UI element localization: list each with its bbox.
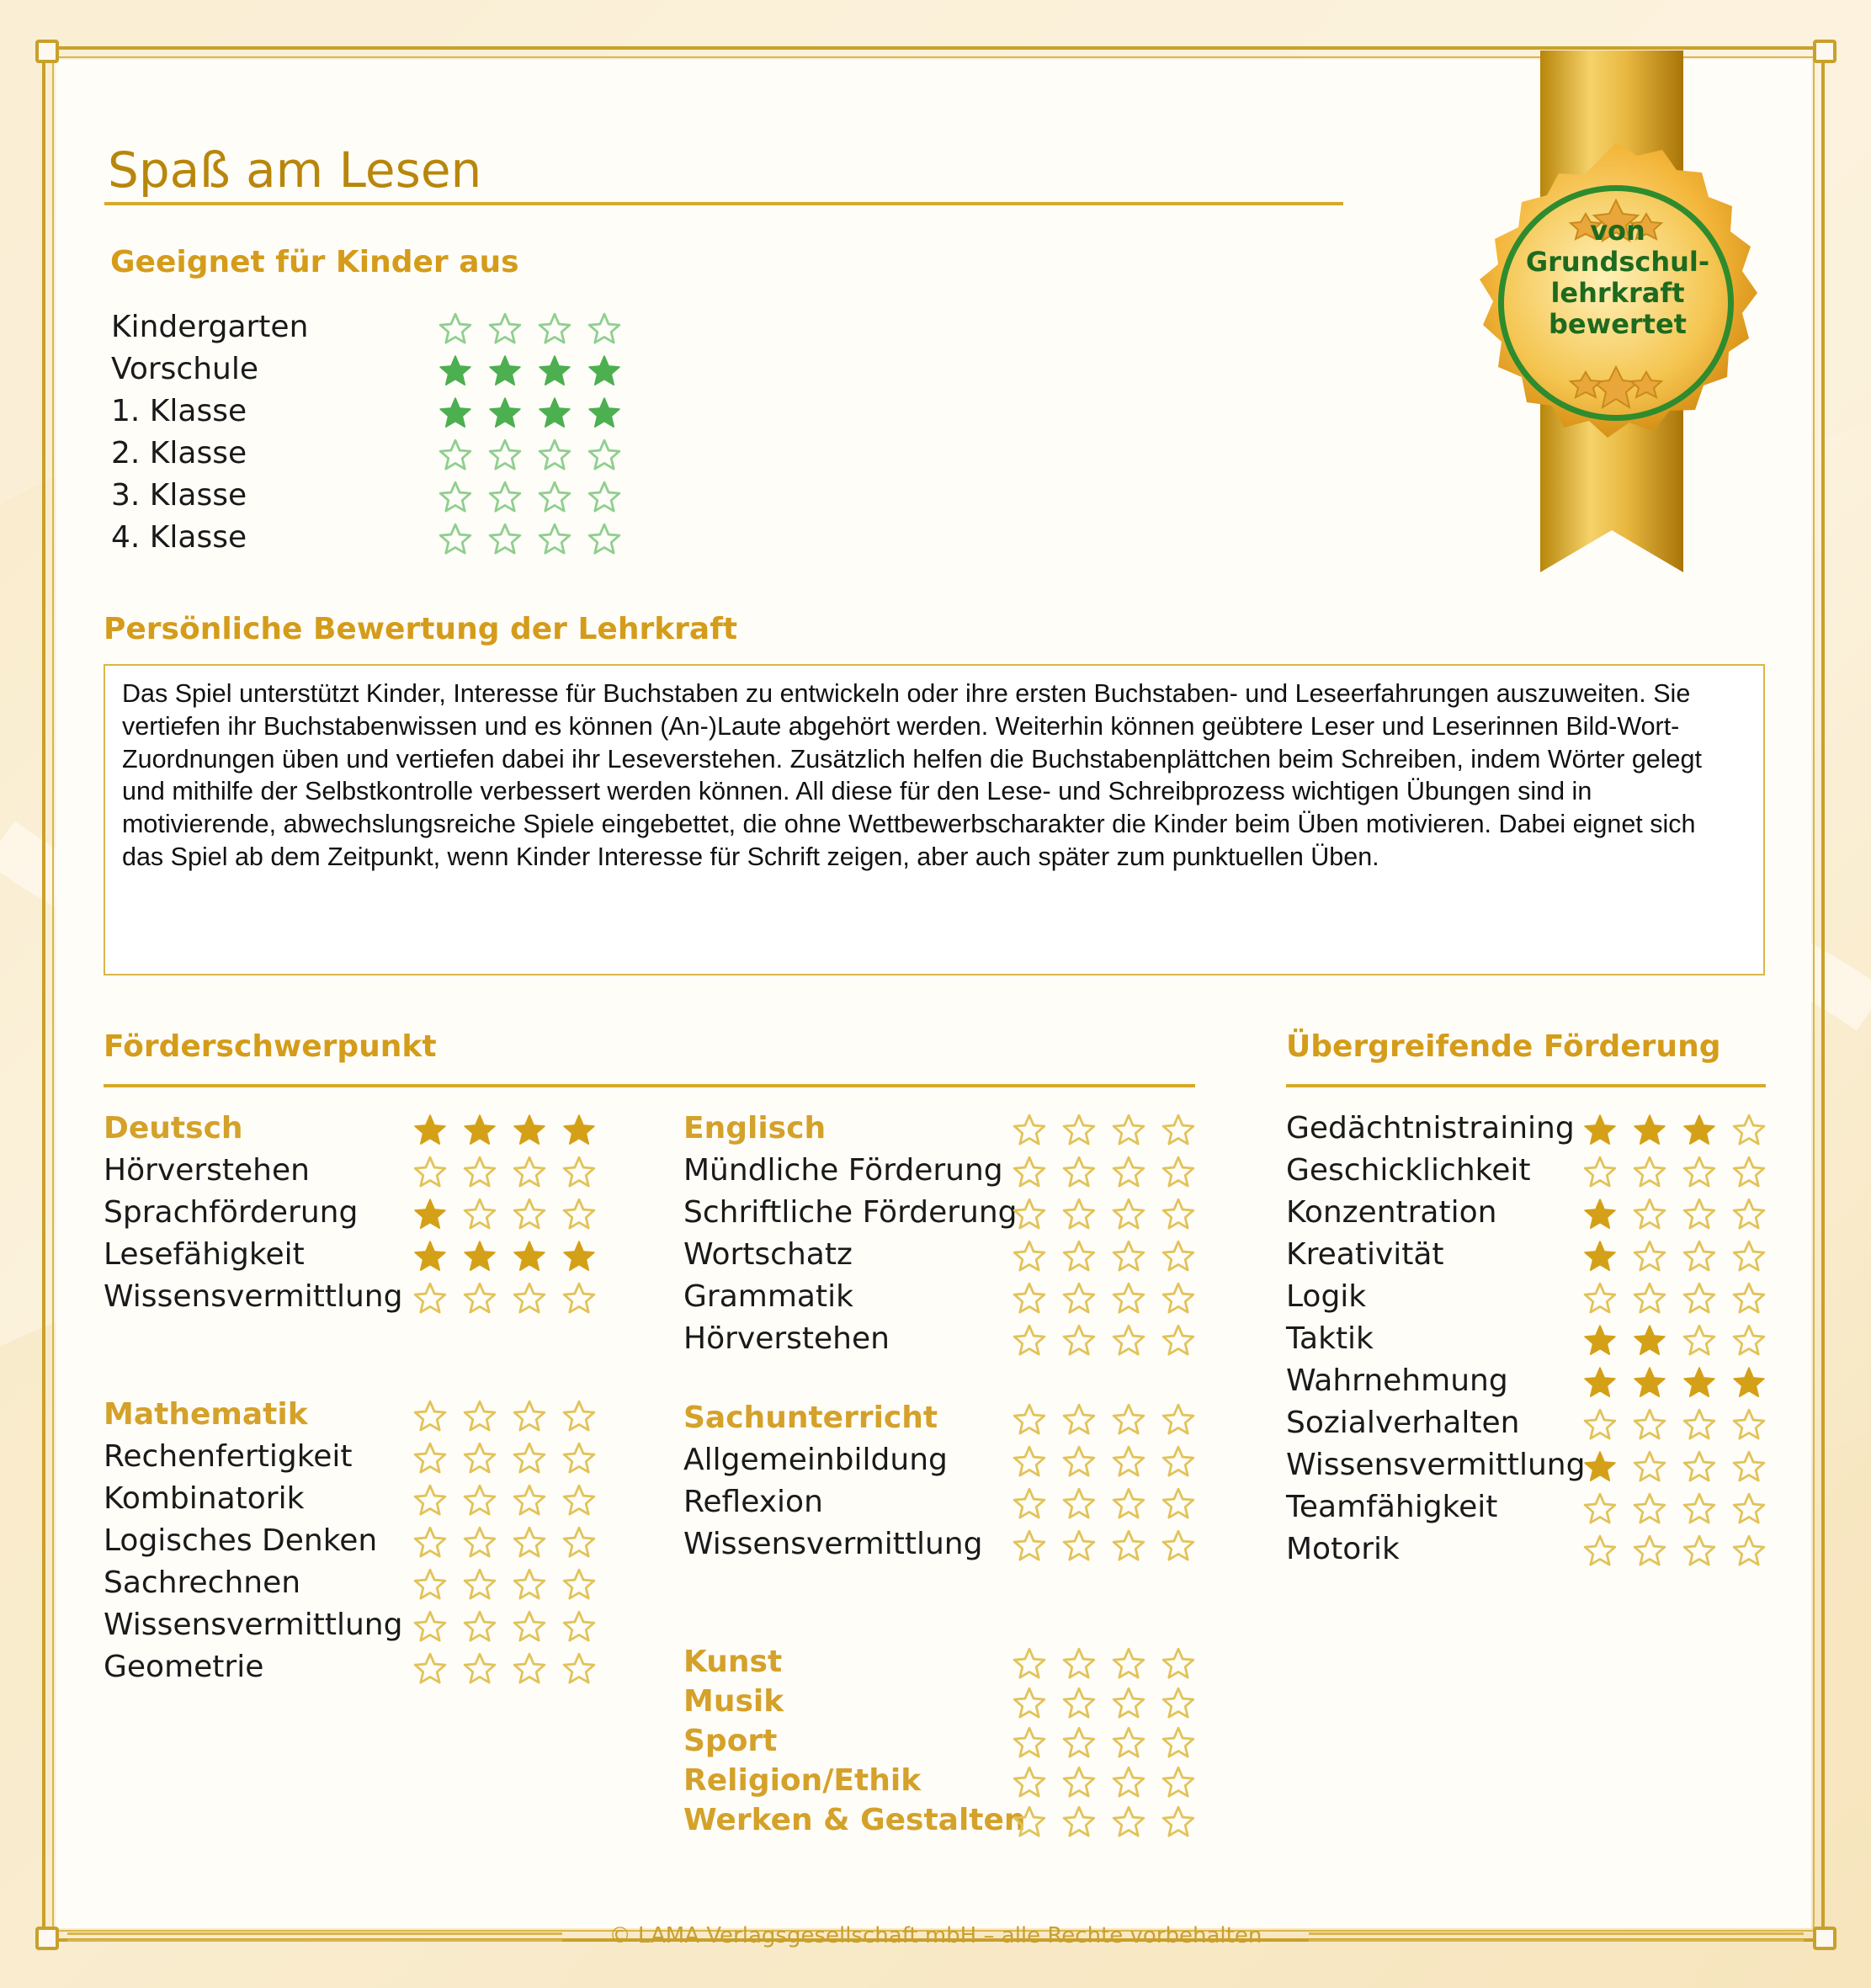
star-rating: [1582, 1491, 1781, 1527]
star-empty-icon: [1682, 1197, 1717, 1232]
star-empty-icon: [1731, 1491, 1767, 1527]
star-empty-icon: [512, 1441, 547, 1476]
star-rating: [438, 480, 636, 515]
star-rating: [412, 1441, 611, 1476]
star-empty-icon: [1161, 1444, 1196, 1480]
star-empty-icon: [587, 438, 622, 473]
star-empty-icon: [537, 438, 572, 473]
star-empty-icon: [1682, 1491, 1717, 1527]
star-empty-icon: [512, 1525, 547, 1560]
star-empty-icon: [1682, 1407, 1717, 1443]
copyright-footer: © LAMA Verlagsgesellschaft mbH – alle Rechte vorbehalten: [609, 1923, 1262, 1948]
star-empty-icon: [1632, 1407, 1667, 1443]
category-label: Religion/Ethik: [683, 1763, 922, 1798]
star-empty-icon: [1582, 1534, 1618, 1569]
rating-label: Logisches Denken: [104, 1523, 378, 1558]
star-filled-icon: [512, 1113, 547, 1148]
star-empty-icon: [1061, 1765, 1097, 1800]
star-empty-icon: [1161, 1646, 1196, 1682]
star-empty-icon: [1061, 1197, 1097, 1232]
star-empty-icon: [1682, 1281, 1717, 1316]
star-empty-icon: [561, 1155, 597, 1190]
rating-label: Wortschatz: [683, 1237, 853, 1272]
star-filled-icon: [1682, 1113, 1717, 1148]
rating-label: Sozialverhalten: [1286, 1406, 1520, 1440]
star-filled-icon: [587, 396, 622, 431]
star-empty-icon: [1012, 1765, 1047, 1800]
rating-label: 1. Klasse: [111, 394, 247, 428]
star-empty-icon: [1731, 1113, 1767, 1148]
review-text: Das Spiel unterstützt Kinder, Interesse für Buchstaben zu entwickeln oder ihre ersten Buchstaben- und Leseerfahrungen auszuweiten. Sie vertiefen ihr Buchstabenwissen und es können (An-)Laute abgehört werden. Weiterhin können geübtere Leser und Leserinnen Bild-Wort-Zuordnungen üben und vertiefen dabei ihr Leseverstehen. Zusätzlich helfen die Buchstabenplättchen beim Schreiben, indem Wörter gelegt und mithilfe der Selbstkontrolle verbessert werden können. All diese für den Lese- und Schreibprozess wichtigen Übungen sind in motivierende, abwechslungsreiche Spiele eingebettet, die ohne Wettbewerbscharakter die Kinder beim Üben motivieren. Dabei eignet sich das Spiel ab dem Zeitpunkt, wenn Kinder Interesse für Schrift zeigen, aber auch später zum punktuellen Üben.: [122, 679, 1702, 871]
star-rating: [412, 1525, 611, 1560]
star-empty-icon: [438, 311, 473, 347]
star-empty-icon: [537, 522, 572, 557]
star-filled-icon: [1632, 1365, 1667, 1401]
rating-label: Hörverstehen: [683, 1321, 890, 1356]
star-filled-icon: [1582, 1113, 1618, 1148]
star-rating: [412, 1567, 611, 1603]
star-empty-icon: [1731, 1407, 1767, 1443]
star-rating: [1582, 1534, 1781, 1569]
star-empty-icon: [537, 311, 572, 347]
star-empty-icon: [1682, 1323, 1717, 1358]
star-empty-icon: [462, 1567, 497, 1603]
category-label: Deutsch: [104, 1111, 243, 1145]
star-empty-icon: [512, 1197, 547, 1232]
category-label: Sport: [683, 1724, 778, 1758]
star-empty-icon: [1731, 1155, 1767, 1190]
star-empty-icon: [1582, 1407, 1618, 1443]
rating-label: Wissensvermittlung: [1286, 1448, 1586, 1482]
rating-label: Rechenfertigkeit: [104, 1439, 353, 1474]
star-rating: [412, 1399, 611, 1434]
star-filled-icon: [537, 353, 572, 389]
star-empty-icon: [561, 1525, 597, 1560]
star-empty-icon: [487, 438, 523, 473]
star-filled-icon: [1682, 1365, 1717, 1401]
star-empty-icon: [412, 1281, 448, 1316]
star-empty-icon: [1012, 1323, 1047, 1358]
rating-label: Wissensvermittlung: [104, 1279, 403, 1314]
star-empty-icon: [412, 1155, 448, 1190]
rating-label: 4. Klasse: [111, 520, 247, 555]
star-filled-icon: [1582, 1449, 1618, 1485]
star-empty-icon: [1061, 1686, 1097, 1721]
star-empty-icon: [1632, 1449, 1667, 1485]
star-rating: [1582, 1281, 1781, 1316]
star-empty-icon: [412, 1399, 448, 1434]
star-filled-icon: [1582, 1323, 1618, 1358]
rating-label: Wahrnehmung: [1286, 1363, 1508, 1398]
rating-label: Gedächtnistraining: [1286, 1111, 1575, 1145]
foerder-rule: [104, 1084, 1195, 1087]
star-empty-icon: [1632, 1197, 1667, 1232]
star-empty-icon: [1682, 1449, 1717, 1485]
rating-label: Allgemeinbildung: [683, 1443, 948, 1477]
star-empty-icon: [1012, 1805, 1047, 1840]
badge-line: lehrkraft: [1550, 277, 1685, 309]
star-filled-icon: [438, 396, 473, 431]
star-rating: [1582, 1113, 1781, 1148]
star-empty-icon: [1111, 1155, 1146, 1190]
star-empty-icon: [1061, 1486, 1097, 1522]
star-empty-icon: [412, 1609, 448, 1645]
star-empty-icon: [1682, 1534, 1717, 1569]
star-empty-icon: [1161, 1323, 1196, 1358]
star-empty-icon: [1161, 1528, 1196, 1564]
category-label: Kunst: [683, 1645, 783, 1679]
star-empty-icon: [1161, 1486, 1196, 1522]
star-empty-icon: [1012, 1155, 1047, 1190]
star-rating: [1582, 1239, 1781, 1274]
star-filled-icon: [1632, 1323, 1667, 1358]
star-rating: [1012, 1197, 1210, 1232]
star-empty-icon: [462, 1441, 497, 1476]
star-empty-icon: [1061, 1113, 1097, 1148]
star-rating: [1012, 1281, 1210, 1316]
star-rating: [412, 1281, 611, 1316]
uebergreifend-heading: Übergreifende Förderung: [1286, 1029, 1721, 1064]
star-filled-icon: [1582, 1239, 1618, 1274]
star-empty-icon: [537, 480, 572, 515]
star-empty-icon: [1061, 1281, 1097, 1316]
star-filled-icon: [487, 353, 523, 389]
star-rating: [1582, 1407, 1781, 1443]
badge-text: [1496, 215, 1740, 340]
star-empty-icon: [487, 311, 523, 347]
page-title: Spaß am Lesen: [108, 141, 482, 199]
star-empty-icon: [1161, 1197, 1196, 1232]
star-rating: [412, 1197, 611, 1232]
star-filled-icon: [1582, 1197, 1618, 1232]
star-empty-icon: [512, 1155, 547, 1190]
star-empty-icon: [561, 1197, 597, 1232]
star-empty-icon: [1061, 1402, 1097, 1438]
rating-label: 3. Klasse: [111, 478, 247, 513]
category-label: Englisch: [683, 1111, 827, 1145]
star-empty-icon: [1731, 1534, 1767, 1569]
star-rating: [1012, 1686, 1210, 1721]
star-empty-icon: [1012, 1113, 1047, 1148]
star-rating: [412, 1483, 611, 1518]
star-empty-icon: [1161, 1686, 1196, 1721]
star-empty-icon: [1012, 1239, 1047, 1274]
star-empty-icon: [1111, 1444, 1146, 1480]
star-empty-icon: [1682, 1239, 1717, 1274]
star-empty-icon: [512, 1281, 547, 1316]
star-empty-icon: [1111, 1402, 1146, 1438]
rating-label: Kombinatorik: [104, 1481, 305, 1516]
star-rating: [1582, 1365, 1781, 1401]
review-heading: Persönliche Bewertung der Lehrkraft: [104, 612, 738, 646]
star-rating: [412, 1239, 611, 1274]
star-empty-icon: [512, 1651, 547, 1687]
star-empty-icon: [1111, 1725, 1146, 1761]
star-empty-icon: [561, 1651, 597, 1687]
star-empty-icon: [1731, 1281, 1767, 1316]
star-empty-icon: [1111, 1646, 1146, 1682]
star-rating: [1012, 1155, 1210, 1190]
star-rating: [1012, 1113, 1210, 1148]
star-empty-icon: [1061, 1323, 1097, 1358]
star-rating: [1582, 1197, 1781, 1232]
star-empty-icon: [1111, 1486, 1146, 1522]
star-empty-icon: [1012, 1725, 1047, 1761]
badge-line: Grundschul-: [1525, 246, 1710, 278]
star-empty-icon: [438, 480, 473, 515]
star-empty-icon: [1012, 1646, 1047, 1682]
star-empty-icon: [1111, 1805, 1146, 1840]
star-empty-icon: [462, 1281, 497, 1316]
star-empty-icon: [1061, 1239, 1097, 1274]
star-empty-icon: [438, 438, 473, 473]
star-empty-icon: [1161, 1113, 1196, 1148]
category-label: Mathematik: [104, 1397, 308, 1432]
review-box: [104, 664, 1765, 975]
star-empty-icon: [1012, 1486, 1047, 1522]
star-empty-icon: [1161, 1239, 1196, 1274]
star-empty-icon: [1731, 1197, 1767, 1232]
star-rating: [1012, 1805, 1210, 1840]
rating-label: Logik: [1286, 1279, 1367, 1314]
star-empty-icon: [1632, 1534, 1667, 1569]
badge-line: von: [1590, 215, 1645, 247]
rating-label: Motorik: [1286, 1532, 1400, 1566]
rating-label: 2. Klasse: [111, 436, 247, 470]
star-filled-icon: [561, 1113, 597, 1148]
star-empty-icon: [512, 1609, 547, 1645]
star-empty-icon: [1632, 1239, 1667, 1274]
rating-label: Hörverstehen: [104, 1153, 310, 1188]
star-filled-icon: [537, 396, 572, 431]
star-empty-icon: [1111, 1528, 1146, 1564]
star-empty-icon: [1731, 1239, 1767, 1274]
star-rating: [1582, 1323, 1781, 1358]
star-empty-icon: [462, 1651, 497, 1687]
star-empty-icon: [1582, 1281, 1618, 1316]
star-rating: [1012, 1486, 1210, 1522]
rating-label: Geometrie: [104, 1650, 264, 1684]
star-empty-icon: [1161, 1805, 1196, 1840]
star-empty-icon: [1012, 1686, 1047, 1721]
star-empty-icon: [462, 1609, 497, 1645]
star-empty-icon: [1682, 1155, 1717, 1190]
star-empty-icon: [1731, 1323, 1767, 1358]
star-empty-icon: [412, 1483, 448, 1518]
category-label: Sachunterricht: [683, 1401, 938, 1435]
star-empty-icon: [462, 1155, 497, 1190]
star-empty-icon: [412, 1567, 448, 1603]
star-rating: [438, 438, 636, 473]
rating-label: Mündliche Förderung: [683, 1153, 1003, 1188]
star-empty-icon: [561, 1441, 597, 1476]
star-rating: [438, 396, 636, 431]
rating-label: Taktik: [1286, 1321, 1374, 1356]
star-empty-icon: [1632, 1491, 1667, 1527]
star-filled-icon: [561, 1239, 597, 1274]
star-empty-icon: [412, 1651, 448, 1687]
star-empty-icon: [587, 311, 622, 347]
star-empty-icon: [1111, 1323, 1146, 1358]
star-empty-icon: [1161, 1402, 1196, 1438]
rating-label: Kindergarten: [111, 310, 309, 344]
rating-label: Geschicklichkeit: [1286, 1153, 1531, 1188]
star-empty-icon: [462, 1525, 497, 1560]
star-rating: [1012, 1239, 1210, 1274]
star-empty-icon: [561, 1281, 597, 1316]
rating-label: Wissensvermittlung: [683, 1527, 983, 1561]
star-empty-icon: [1632, 1281, 1667, 1316]
star-filled-icon: [487, 396, 523, 431]
star-rating: [412, 1651, 611, 1687]
star-empty-icon: [512, 1399, 547, 1434]
star-filled-icon: [438, 353, 473, 389]
star-empty-icon: [1161, 1765, 1196, 1800]
star-empty-icon: [1111, 1281, 1146, 1316]
star-rating: [1012, 1402, 1210, 1438]
star-filled-icon: [462, 1113, 497, 1148]
star-empty-icon: [1731, 1449, 1767, 1485]
star-empty-icon: [1012, 1197, 1047, 1232]
star-filled-icon: [1582, 1365, 1618, 1401]
star-rating: [412, 1113, 611, 1148]
star-empty-icon: [561, 1609, 597, 1645]
star-filled-icon: [462, 1239, 497, 1274]
star-filled-icon: [412, 1113, 448, 1148]
rating-label: Schriftliche Förderung: [683, 1195, 1018, 1230]
star-rating: [1012, 1646, 1210, 1682]
star-empty-icon: [1111, 1686, 1146, 1721]
rating-label: Vorschule: [111, 352, 258, 386]
star-rating: [412, 1609, 611, 1645]
star-empty-icon: [1161, 1155, 1196, 1190]
star-empty-icon: [561, 1567, 597, 1603]
star-empty-icon: [561, 1483, 597, 1518]
star-empty-icon: [1582, 1491, 1618, 1527]
foerder-heading: Förderschwerpunkt: [104, 1029, 437, 1064]
star-empty-icon: [1061, 1155, 1097, 1190]
star-empty-icon: [487, 480, 523, 515]
rating-label: Kreativität: [1286, 1237, 1444, 1272]
star-empty-icon: [1012, 1402, 1047, 1438]
star-filled-icon: [412, 1197, 448, 1232]
star-rating: [438, 353, 636, 389]
star-empty-icon: [1061, 1528, 1097, 1564]
star-empty-icon: [1111, 1197, 1146, 1232]
rating-label: Reflexion: [683, 1485, 823, 1519]
star-empty-icon: [1582, 1155, 1618, 1190]
uebergreifend-rule: [1286, 1084, 1766, 1087]
star-filled-icon: [512, 1239, 547, 1274]
star-empty-icon: [462, 1483, 497, 1518]
star-rating: [1012, 1528, 1210, 1564]
star-filled-icon: [1632, 1113, 1667, 1148]
star-filled-icon: [1731, 1365, 1767, 1401]
star-empty-icon: [1111, 1113, 1146, 1148]
category-label: Musik: [683, 1684, 784, 1719]
star-empty-icon: [1061, 1444, 1097, 1480]
star-empty-icon: [1632, 1155, 1667, 1190]
rating-label: Wissensvermittlung: [104, 1608, 403, 1642]
star-rating: [1012, 1323, 1210, 1358]
star-rating: [412, 1155, 611, 1190]
star-rating: [438, 311, 636, 347]
star-empty-icon: [1061, 1725, 1097, 1761]
rating-label: Teamfähigkeit: [1286, 1490, 1498, 1524]
star-filled-icon: [587, 353, 622, 389]
star-empty-icon: [1061, 1646, 1097, 1682]
age-heading: Geeignet für Kinder aus: [110, 245, 519, 279]
star-empty-icon: [561, 1399, 597, 1434]
star-empty-icon: [1161, 1281, 1196, 1316]
title-rule: [104, 202, 1343, 205]
star-empty-icon: [462, 1399, 497, 1434]
star-empty-icon: [412, 1525, 448, 1560]
star-empty-icon: [1012, 1281, 1047, 1316]
star-empty-icon: [487, 522, 523, 557]
rating-label: Sprachförderung: [104, 1195, 359, 1230]
star-rating: [1582, 1449, 1781, 1485]
star-filled-icon: [412, 1239, 448, 1274]
category-label: Werken & Gestalten: [683, 1803, 1026, 1837]
star-empty-icon: [587, 480, 622, 515]
star-empty-icon: [462, 1197, 497, 1232]
star-empty-icon: [412, 1441, 448, 1476]
rating-label: Grammatik: [683, 1279, 853, 1314]
star-empty-icon: [1061, 1805, 1097, 1840]
star-empty-icon: [1111, 1765, 1146, 1800]
rating-label: Lesefähigkeit: [104, 1237, 305, 1272]
star-empty-icon: [1012, 1528, 1047, 1564]
star-empty-icon: [512, 1483, 547, 1518]
star-empty-icon: [438, 522, 473, 557]
star-rating: [438, 522, 636, 557]
rating-label: Konzentration: [1286, 1195, 1497, 1230]
star-rating: [1012, 1444, 1210, 1480]
star-rating: [1582, 1155, 1781, 1190]
star-empty-icon: [1161, 1725, 1196, 1761]
star-empty-icon: [1012, 1444, 1047, 1480]
star-empty-icon: [1111, 1239, 1146, 1274]
rating-label: Sachrechnen: [104, 1565, 301, 1600]
star-rating: [1012, 1725, 1210, 1761]
badge-line: bewertet: [1549, 308, 1687, 340]
star-empty-icon: [512, 1567, 547, 1603]
star-rating: [1012, 1765, 1210, 1800]
star-empty-icon: [587, 522, 622, 557]
